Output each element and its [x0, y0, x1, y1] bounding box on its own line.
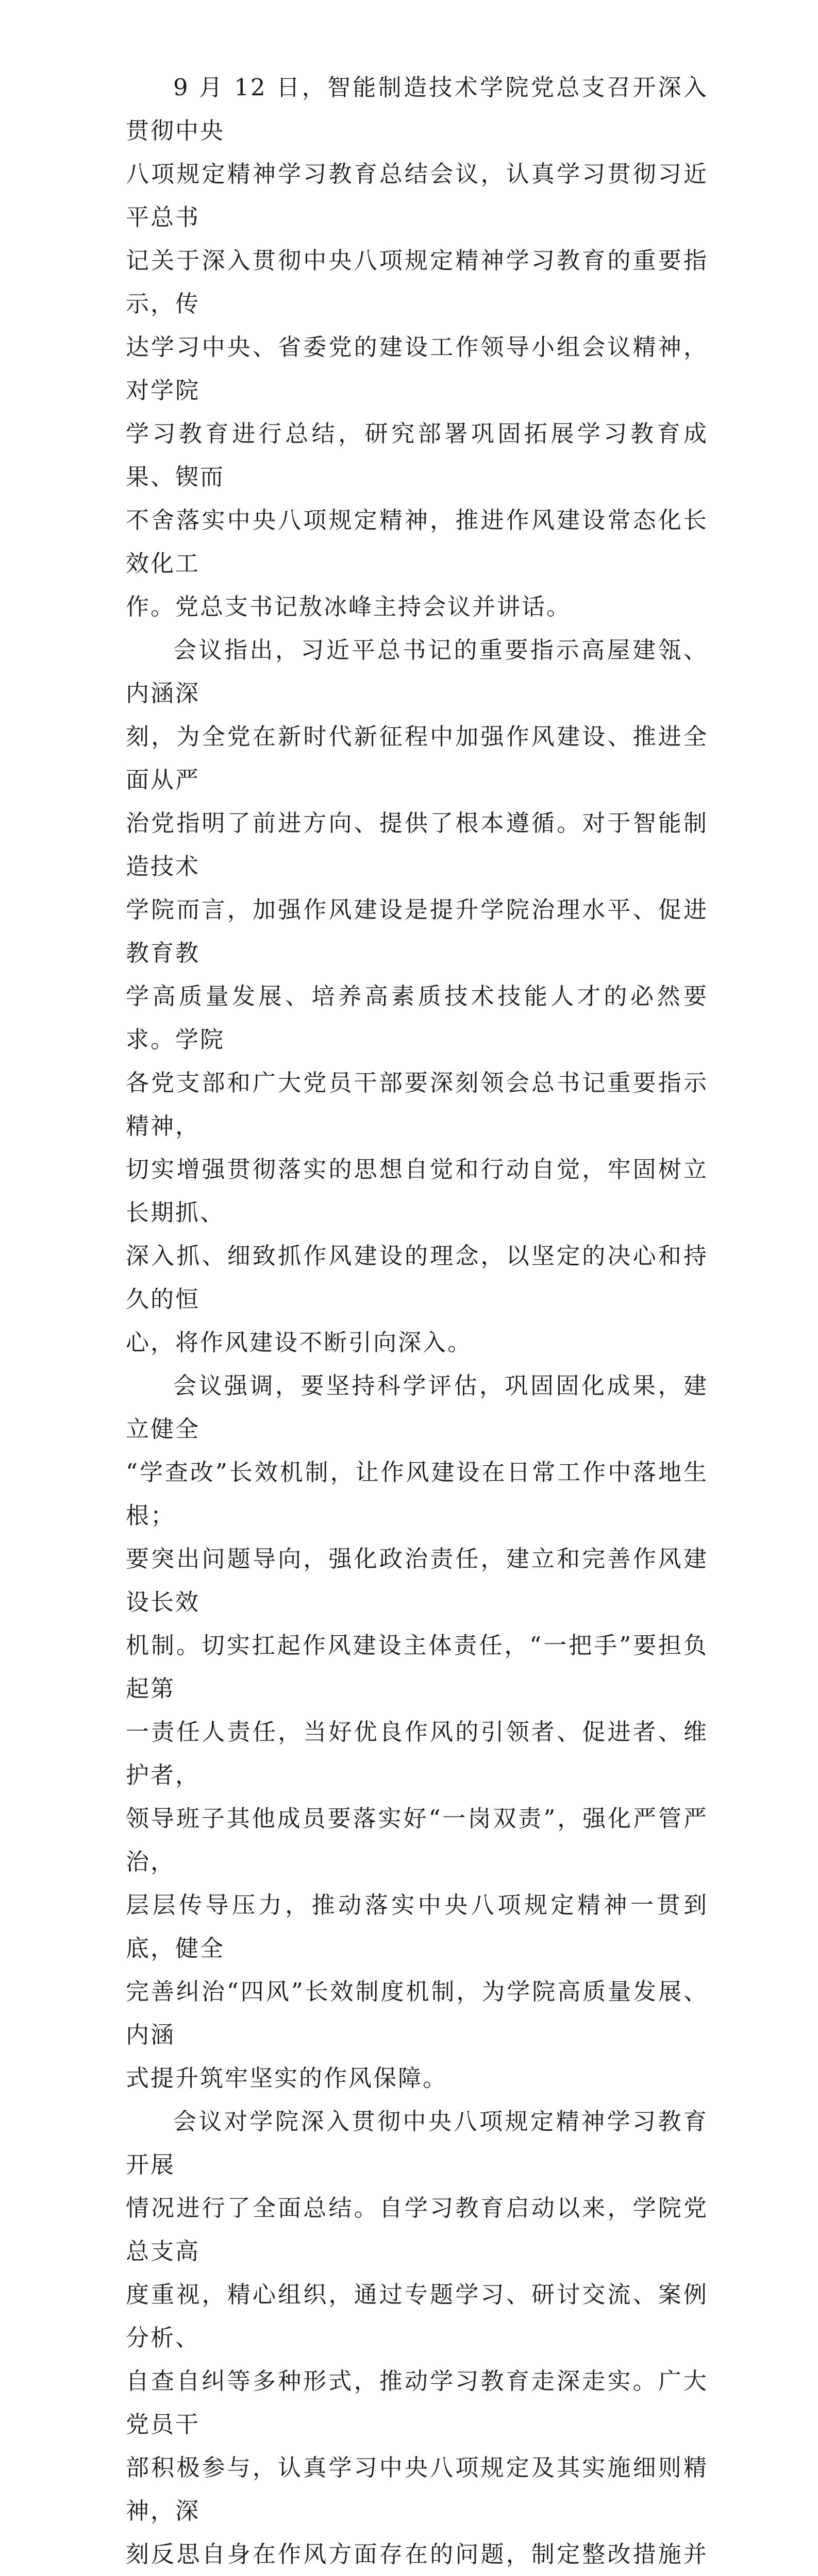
article-body [126, 66, 708, 2576]
paragraph-meeting-emphasis: 会议强调，要坚持科学评估，巩固固化成果，建立健全 “学查改”长效机制，让作风建设在日常工作中落地生根； 要突出问题导向，强化政治责任，建立和完善作风建设长效 机制。切实扛起作风建设主体责任，“一把手”要担负起第 一责任人责任，当好优良作风的引领者、促进者、维护者， 领导班子其他成员要落实好“一岗双责”，强化严管严治， 层层传导压力，推动落实中央八项规定精神一贯到底，健全 完善纠治“四风”长效制度机制，为学院高质量发展、内涵 式提升筑牢坚实的作风保障。 [126, 1372, 708, 2092]
paragraph-meeting-overview: 9 月 12 日，智能制造技术学院党总支召开深入贯彻中央 八项规定精神学习教育总结会议，认真学习贯彻习近平总书 记关于深入贯彻中央八项规定精神学习教育的重要指示，传 达学习中央、省委党的建设工作领导小组会议精神，对学院 学习教育进行总结，研究部署巩固拓展学习教育成果、锲而 不舍落实中央八项规定精神，推进作风建设常态化长效化工 作。党总支书记敖冰峰主持会议并讲话。 [126, 74, 708, 620]
paragraph-meeting-points: 会议指出，习近平总书记的重要指示高屋建瓴、内涵深 刻，为全党在新时代新征程中加强作风建设、推进全面从严 治党指明了前进方向、提供了根本遵循。对于智能制造技术 学院而言，加强作风建设是提升学院治理水平、促进教育教 学高质量发展、培养高素质技术技能人才的必然要求。学院 各党支部和广大党员干部要深刻领会总书记重要指示精神， 切实增强贯彻落实的思想自觉和行动自觉，牢固树立长期抓、 深入抓、细致抓作风建设的理念，以坚定的决心和持久的恒 心，将作风建设不断引向深入。 [126, 636, 708, 1356]
paragraph-meeting-summary: 会议对学院深入贯彻中央八项规定精神学习教育开展 情况进行了全面总结。自学习教育启动以来，学院党总支高 度重视，精心组织，通过专题学习、研讨交流、案例分析、 自查自纠等多种形式，推动学习教育走深走实。广大党员干 部积极参与，认真学习中央八项规定及其实施细则精神，深 刻反思自身在作风方面存在的问题，制定整改措施并 [126, 2108, 708, 2568]
